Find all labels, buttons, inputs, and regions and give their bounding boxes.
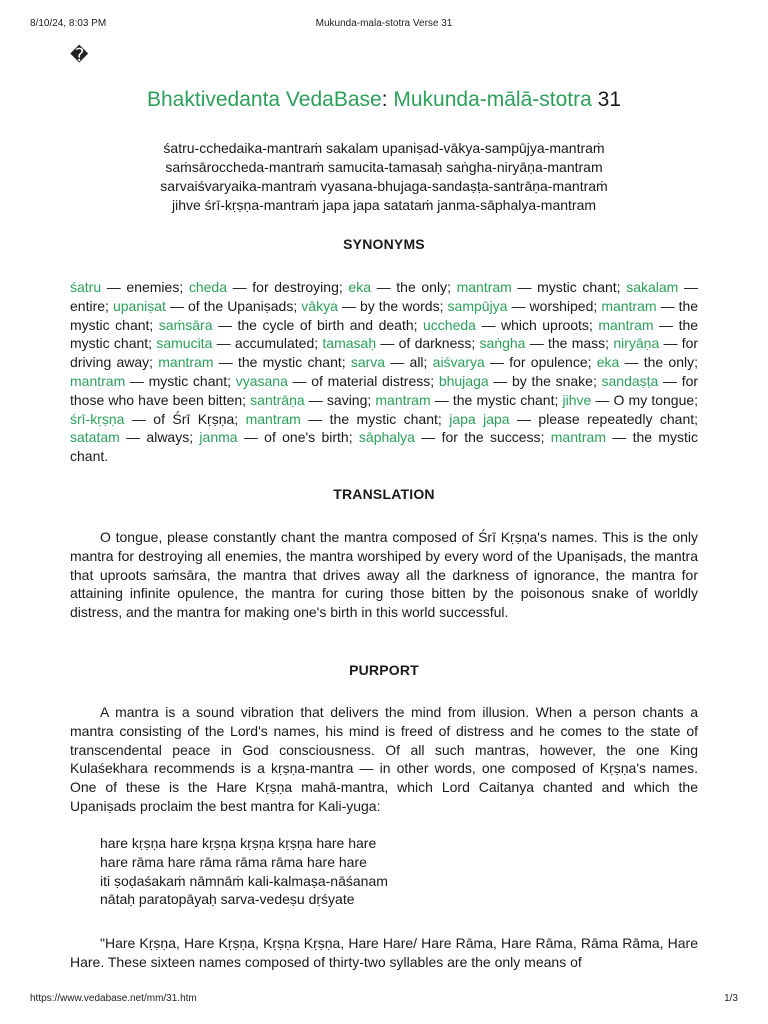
synonym-meaning: the mystic chant xyxy=(452,391,555,408)
purport-paragraph-2: "Hare Kṛṣṇa, Hare Kṛṣṇa, Kṛṣṇa Kṛṣṇa, Hare Hare/ Hare Rāma, Hare Rāma, Rāma Rāma, Hare Hare. These sixteen names composed of thirty-two syllables are the only means of xyxy=(70,935,698,970)
synonym-word-link[interactable]: śatru xyxy=(70,279,102,295)
synonym-word-link[interactable]: mantram xyxy=(158,354,214,371)
synonym-meaning: of darkness xyxy=(398,335,472,352)
synonym-meaning: the mystic chant xyxy=(70,316,699,352)
synonym-meaning: for destroying xyxy=(252,279,339,295)
book-name-link[interactable]: Mukunda-mālā-stotra xyxy=(393,88,592,111)
synonym-word-link[interactable]: sāphalya xyxy=(358,429,415,446)
translation-text: O tongue, please constantly chant the mantra composed of Śrī Kṛṣṇa's names. This is the only mantra for destroying all enemies, the mantra worshiped by every word of the Upaniṣads, the mantra that uproots saṁsāra, the mantra that drives away all the darkness of ignorance, the mantra for attaining infinite opulence, the mantra for curing those bitten by the poisonous snake of worldly distress, and the mantra for making one's birth in this world successful. xyxy=(70,529,698,621)
synonym-meaning: mystic chant xyxy=(148,372,228,389)
synonym-meaning: enemies xyxy=(126,279,180,295)
synonym-meaning: all xyxy=(409,354,424,371)
mantra-line: nātaḥ paratopāyaḥ sarva-vedeṣu dṛśyate xyxy=(100,891,355,908)
synonym-word-link[interactable]: eka xyxy=(348,279,371,295)
mantra-line: iti ṣoḍaśakaṁ nāmnāṁ kali-kalmaṣa-nāśanam xyxy=(100,872,388,889)
synonym-meaning: for the success xyxy=(441,429,541,446)
synonym-meaning: of material distress xyxy=(311,372,431,389)
synonym-meaning: by the snake xyxy=(512,372,593,389)
purport-heading: PURPORT xyxy=(349,662,419,678)
translation-heading: TRANSLATION xyxy=(333,486,435,502)
synonym-meaning: accumulated xyxy=(234,335,315,352)
synonym-meaning: the mass xyxy=(547,335,606,352)
maha-mantra-verse xyxy=(100,834,388,909)
verse-line: śatru-cchedaika-mantraṁ sakalam upaniṣad-vākya-sampūjya-mantraṁ xyxy=(163,140,605,156)
site-name-link[interactable]: Bhaktivedanta VedaBase xyxy=(147,88,382,111)
synonym-word-link[interactable]: saṅgha xyxy=(479,335,526,352)
synonym-word-link[interactable]: mantram xyxy=(598,316,654,333)
synonym-meaning: O my tongue xyxy=(613,391,695,408)
synonym-word-link[interactable]: sampūjya xyxy=(447,297,508,314)
synonym-meaning: of Śrī Kṛṣṇa xyxy=(153,410,235,427)
synonym-meaning: which uproots xyxy=(500,316,589,333)
title-separator: : xyxy=(381,88,388,111)
synonym-meaning: the cycle of birth and death xyxy=(237,316,414,333)
synonym-word-link[interactable]: jihve xyxy=(562,391,592,408)
synonym-meaning: please repeatedly chant xyxy=(538,410,695,427)
synonym-word-link[interactable]: upaniṣat xyxy=(112,297,166,314)
synonym-word-link[interactable]: japa japa xyxy=(449,410,510,427)
synonym-meaning: the only xyxy=(643,354,695,371)
print-page-number: 1/3 xyxy=(724,993,738,1004)
synonym-word-link[interactable]: samucita xyxy=(156,335,213,352)
synonym-word-link[interactable]: satatam xyxy=(70,429,120,446)
synonym-meaning: the mystic chant. xyxy=(70,429,699,465)
synonym-word-link[interactable]: sarva xyxy=(350,354,386,371)
verse-line: jihve śrī-kṛṣṇa-mantraṁ japa japa satataṁ janma-sāphalya-mantram xyxy=(171,197,597,213)
mantra-line: hare kṛṣṇa hare kṛṣṇa kṛṣṇa kṛṣṇa hare hare xyxy=(100,835,377,851)
synonym-word-link[interactable]: sandaṣṭa xyxy=(601,372,659,389)
verse-number: 31 xyxy=(597,88,621,111)
synonym-word-link[interactable]: mantram xyxy=(70,372,126,389)
synonym-word-link[interactable]: mantram xyxy=(456,279,512,295)
synonym-meaning: always xyxy=(146,429,190,446)
synonym-word-link[interactable]: santrāṇa xyxy=(250,391,305,408)
synonym-meaning: for opulence xyxy=(509,354,588,371)
synonym-word-link[interactable]: saṁsāra xyxy=(158,316,213,333)
synonym-word-link[interactable]: mantram xyxy=(601,297,657,314)
synonym-word-link[interactable]: vyasana xyxy=(235,372,288,389)
synonym-meaning: entire xyxy=(70,297,106,314)
synonym-meaning: of the Upaniṣads xyxy=(187,297,294,314)
synonym-word-link[interactable]: śrī-kṛṣṇa xyxy=(70,410,125,427)
synonym-word-link[interactable]: vākya xyxy=(301,297,338,314)
synonym-meaning: the mystic chant xyxy=(70,297,699,333)
synonym-word-link[interactable]: bhujaga xyxy=(438,372,489,389)
replacement-glyph: � xyxy=(70,45,89,65)
synonym-meaning: saving xyxy=(326,391,368,408)
synonym-meaning: mystic chant xyxy=(537,279,617,295)
print-url: https://www.vedabase.net/mm/31.htm xyxy=(30,993,197,1004)
print-doc-title: Mukunda-mala-stotra Verse 31 xyxy=(315,18,453,29)
synonyms-heading: SYNONYMS xyxy=(343,236,425,252)
synonym-word-link[interactable]: janma xyxy=(199,429,238,446)
synonym-word-link[interactable]: cheda xyxy=(188,279,228,295)
synonym-word-link[interactable]: uccheda xyxy=(423,316,476,333)
synonym-meaning: by the words xyxy=(359,297,440,314)
synonym-meaning: the only xyxy=(396,279,448,295)
synonym-word-link[interactable]: mantram xyxy=(375,391,431,408)
synonym-word-link[interactable]: aiśvarya xyxy=(432,354,485,371)
synonym-meaning: of one's birth xyxy=(264,429,349,446)
synonym-word-link[interactable]: niryāṇa xyxy=(613,335,660,352)
mantra-line: hare rāma hare rāma rāma rāma hare hare xyxy=(100,853,367,870)
synonym-word-link[interactable]: mantram xyxy=(245,410,301,427)
synonym-meaning: for those who have been bitten xyxy=(70,372,699,408)
synonym-word-link[interactable]: sakalam xyxy=(626,279,679,295)
synonym-meaning: the mystic chant xyxy=(237,354,342,371)
verse-text xyxy=(0,139,768,215)
synonym-word-link[interactable]: tamasaḥ xyxy=(322,335,377,352)
synonyms-list: śatru — enemies; cheda — for destroying; eka — the only; mantram — mystic chant; sakalam — entire; upaniṣat — of the Upaniṣads; vākya — by the words; sampūjya — worshiped; mantram — the mystic chant; saṁsāra — the cycle of birth and death; uccheda — which uproots; mantram — the mystic chant; samucita — accumulated; tamasaḥ — of darkness; saṅgha — the mass; niryāṇa — for driving away; mantram — the mystic chant; sarva — all; aiśvarya — for opulence; eka — the only; mantram — mystic chant; vyasana — of material distress; bhujaga — by the snake; sandaṣṭa — for those who have been bitten; santrāṇa — saving; mantram — the mystic chant; jihve — O my tongue; śrī-kṛṣṇa — of Śrī Kṛṣṇa; mantram — the mystic chant; japa japa — please repeatedly chant; satatam — always; janma — of one's birth; sāphalya — for the success; mantram — the mystic chant. xyxy=(70,279,699,465)
purport-paragraph-1: A mantra is a sound vibration that delivers the mind from illusion. When a person chants a mantra consisting of the Lord's names, his mind is freed of distress and he comes to the state of transcendental peace in God consciousness. Of all such mantras, however, the one King Kulaśekhara recommends is a kṛṣṇa-mantra — in other words, one composed of Kṛṣṇa's names. One of these is the Hare Kṛṣṇa mahā-mantra, which Lord Caitanya chanted and which the Upaniṣads proclaim the best mantra for Kali-yuga: xyxy=(70,704,698,814)
synonym-meaning: for driving away xyxy=(70,335,699,371)
verse-line: sarvaiśvaryaika-mantraṁ vyasana-bhujaga-sandaṣṭa-santrāṇa-mantraṁ xyxy=(160,178,608,194)
verse-line: saṁsāroccheda-mantraṁ samucita-tamasaḥ saṅgha-niryāṇa-mantram xyxy=(165,159,603,175)
synonym-meaning: worshiped xyxy=(529,297,594,314)
synonym-meaning: the mystic chant xyxy=(329,410,438,427)
page-title xyxy=(0,88,768,112)
print-datetime: 8/10/24, 8:03 PM xyxy=(30,18,107,29)
synonym-word-link[interactable]: mantram xyxy=(550,429,606,446)
synonym-word-link[interactable]: eka xyxy=(596,354,620,371)
